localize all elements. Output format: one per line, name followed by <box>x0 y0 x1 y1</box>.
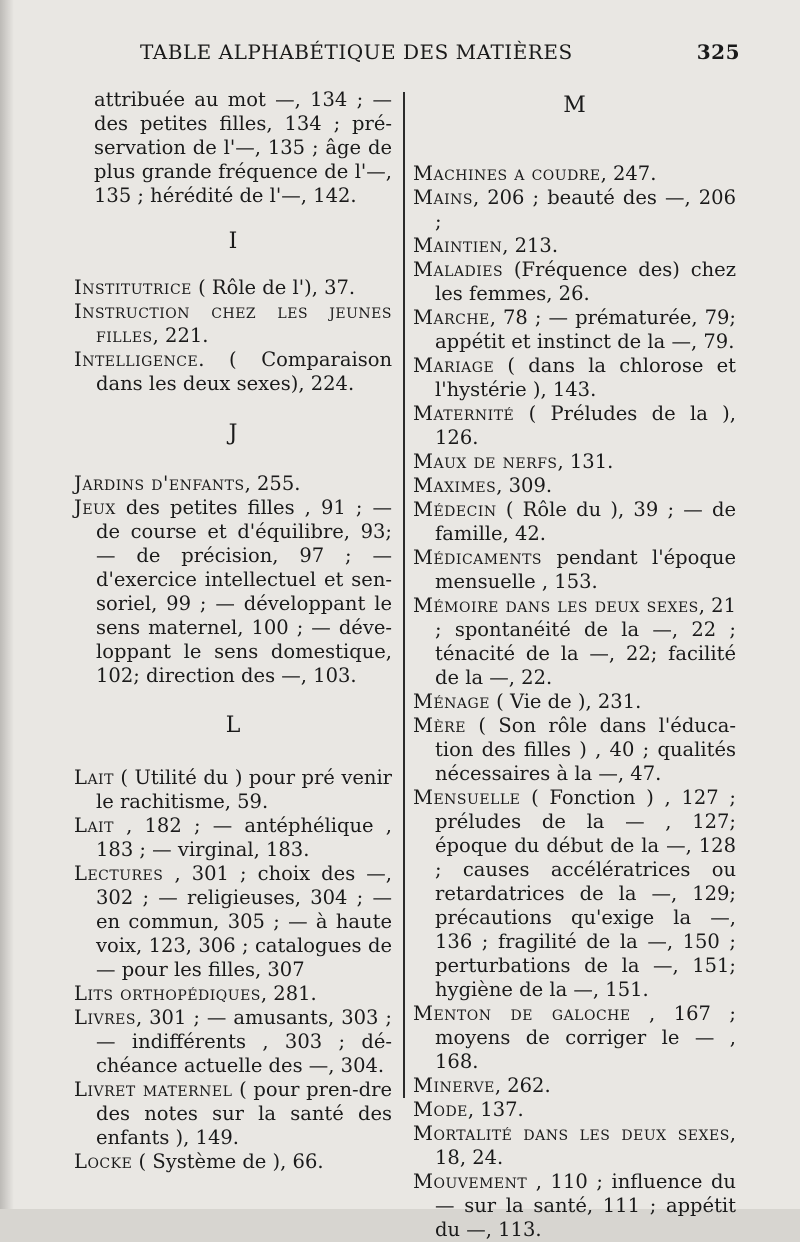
entry-text: , 206 ; beauté des —, 206 ; <box>435 186 736 233</box>
index-entry <box>413 234 736 258</box>
entry-text: ( Vie de ), 231. <box>489 690 642 713</box>
entry-headword: Médecin <box>413 498 497 521</box>
index-entry <box>413 162 736 186</box>
index-entry <box>413 450 736 474</box>
entry-headword: Mensuelle <box>413 786 521 809</box>
index-entry <box>74 496 392 688</box>
entry-headword: Lait <box>74 766 114 789</box>
index-entry <box>413 1170 736 1242</box>
index-entry <box>413 402 736 450</box>
entry-text: ( Système de ), 66. <box>132 1150 324 1173</box>
entry-headword: Mouvement <box>413 1170 528 1193</box>
entry-headword: Livres <box>74 1006 136 1029</box>
entry-text: , 182 ; — antéphélique , 183 ; — virginal, 183. <box>96 814 392 861</box>
entry-text: ( pour pren-dre des notes sur la santé des enfants ), 149. <box>96 1078 392 1149</box>
index-entry <box>413 714 736 786</box>
entry-text: ( Rôle du ), 39 ; — de famille, 42. <box>435 498 736 545</box>
entry-continuation: attribuée au mot —, 134 ; — des petites filles, 134 ; pré-servation de l'—, 135 ; âge de plus grande fréquence de l'—, 135 ; hérédité de l'—, 142. <box>94 88 392 207</box>
entry-headword: Lectures <box>74 862 164 885</box>
entry-text: , 281. <box>260 982 317 1005</box>
entry-headword: Mortalité dans les deux sexes <box>413 1122 730 1145</box>
entry-text: ( Fonction ) , 127 ; préludes de la — , 127; époque du début de la —, 128 ; causes accélératrices ou retardatrices de la —, 129; précautions qu'exige la —, 136 ; fragilité de la —, 150 ; perturbations de la —, 151; hygiène de la —, 151. <box>435 786 736 1001</box>
entry-headword: Maux de nerfs <box>413 450 558 473</box>
entry-headword: Institutrice <box>74 276 192 299</box>
header-title: TABLE ALPHABÉTIQUE DES MATIÈRES <box>140 40 573 64</box>
index-entry <box>74 814 392 862</box>
entry-headword: Maternité <box>413 402 515 425</box>
section-letter-i: I <box>228 229 238 254</box>
entry-text: , 221. <box>152 324 209 347</box>
entry-text: , 255. <box>244 472 301 495</box>
entry-headword: Machines a coudre <box>413 162 601 185</box>
section-letter-m: M <box>563 93 586 118</box>
entry-headword: Mains <box>413 186 473 209</box>
entry-headword: Mémoire dans les deux sexes <box>413 594 699 617</box>
entry-headword: Mariage <box>413 354 495 377</box>
entry-headword: Lits orthopédiques <box>74 982 261 1005</box>
index-entry <box>413 546 736 594</box>
index-entry <box>413 498 736 546</box>
index-entry <box>74 1150 392 1174</box>
section-letter-l: L <box>225 713 241 738</box>
entry-text: ( Rôle de l'), 37. <box>191 276 356 299</box>
entry-headword: Minerve <box>413 1074 495 1097</box>
index-entry <box>413 306 736 354</box>
entry-headword: Marche <box>413 306 490 329</box>
index-entry <box>74 300 392 348</box>
index-entry <box>74 982 392 1006</box>
index-entry <box>413 690 736 714</box>
index-entry <box>413 474 736 498</box>
running-header <box>140 40 740 74</box>
index-entry <box>413 594 736 690</box>
entry-text: ( Utilité du ) pour pré venir le rachitisme, 59. <box>96 766 392 813</box>
entry-headword: Intelligence <box>74 348 199 371</box>
entry-headword: Jardins d'enfants <box>74 472 245 495</box>
index-entry <box>74 472 392 496</box>
entry-headword: Instruction chez les jeunes filles <box>74 300 392 347</box>
index-entry <box>413 186 736 234</box>
entry-text: ( Préludes de la ), 126. <box>435 402 736 449</box>
entry-text: . ( Comparaison dans les deux sexes), 224. <box>96 348 392 395</box>
index-entry <box>74 1078 392 1150</box>
entry-headword: Lait <box>74 814 114 837</box>
entry-headword: Locke <box>74 1150 133 1173</box>
right-column <box>413 88 736 1242</box>
index-entry <box>74 1006 392 1078</box>
entry-text: , 78 ; — prématurée, 79; appétit et instinct de la —, 79. <box>435 306 736 353</box>
entry-text: , 21 ; spontanéité de la —, 22 ; ténacité de la —, 22; facilité de la —, 22. <box>435 594 736 689</box>
entry-text: (Fréquence des) chez les femmes, 26. <box>435 258 736 305</box>
entry-headword: Menton de galoche <box>413 1002 631 1025</box>
index-entry <box>74 862 392 982</box>
page-number: 325 <box>696 40 740 64</box>
index-entry <box>413 1122 736 1170</box>
entry-headword: Mode <box>413 1098 468 1121</box>
index-entry <box>413 1074 736 1098</box>
entry-headword: Ménage <box>413 690 490 713</box>
entry-text: des petites filles , 91 ; — de course et d'équilibre, 93; — de précision, 97 ; — d'exercice intellectuel et sen-soriel, 99 ; — développant le sens maternel, 100 ; — déve-loppant le sens domestique, 102; direction des —, 103. <box>96 496 392 687</box>
page-gutter-shadow <box>0 0 14 1209</box>
index-entry <box>413 786 736 1002</box>
entry-headword: Maintien <box>413 234 503 257</box>
entry-text: , 167 ; moyens de corriger le — , 168. <box>435 1002 736 1073</box>
entry-headword: Jeux <box>74 496 116 519</box>
entry-text: , 247. <box>600 162 657 185</box>
index-entry <box>413 1002 736 1074</box>
entry-headword: Maximes <box>413 474 497 497</box>
index-entry <box>413 354 736 402</box>
entry-text: ( dans la chlorose et l'hystérie ), 143. <box>435 354 736 401</box>
index-entry <box>413 1098 736 1122</box>
entry-text: , 309. <box>496 474 553 497</box>
entry-headword: Mère <box>413 714 466 737</box>
entry-text: pendant l'époque mensuelle , 153. <box>435 546 736 593</box>
index-entry <box>74 766 392 814</box>
entry-text: , 301 ; — amusants, 303 ; — indifférents , 303 ; dé-chéance actuelle des —, 304. <box>96 1006 392 1077</box>
left-column <box>74 88 392 1174</box>
entry-headword: Maladies <box>413 258 504 281</box>
index-entry <box>74 276 392 300</box>
entry-headword: Médicaments <box>413 546 542 569</box>
entry-text: , 262. <box>494 1074 551 1097</box>
entry-text: , 213. <box>502 234 559 257</box>
index-entry <box>413 258 736 306</box>
entry-text: ( Son rôle dans l'éduca-tion des filles ) , 40 ; qualités nécessaires à la —, 47. <box>435 714 736 785</box>
section-letter-j: J <box>228 421 238 446</box>
entry-text: , 137. <box>467 1098 524 1121</box>
entry-text: , 131. <box>557 450 614 473</box>
index-entry <box>74 348 392 396</box>
column-divider <box>403 92 405 1098</box>
entry-text: , 301 ; choix des —, 302 ; — religieuses, 304 ; — en commun, 305 ; — à haute voix, 123, 306 ; catalogues de — pour les filles, 307 <box>96 862 392 981</box>
entry-text: , 18, 24. <box>435 1122 736 1169</box>
entry-headword: Livret maternel <box>74 1078 233 1101</box>
entry-text: , 110 ; influence du — sur la santé, 111 ; appétit du —, 113. <box>435 1170 736 1241</box>
